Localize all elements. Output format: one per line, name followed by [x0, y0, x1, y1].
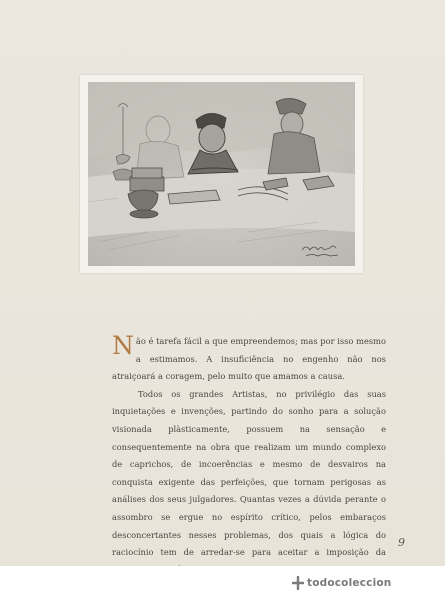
- page-number: 9: [398, 536, 405, 549]
- drop-cap: N: [112, 331, 134, 360]
- illustration-plate: [80, 75, 363, 273]
- body-text: [112, 333, 386, 579]
- todocoleccion-logo-icon: [292, 576, 304, 590]
- watermark-footer: [0, 566, 445, 600]
- pencil-sketch-drawing: [88, 82, 355, 266]
- sketch-illustration: [88, 82, 355, 266]
- paragraph-2: Todos os grandes Artistas, no privilégio das suas inquietações e invenções, partindo do sonho para a solução visionada plàsticamente, possuem na sensação e consequentemente na obra que realizam um mundo complexo de caprichos, de incoerências e mesmo de desvairos na conquista exigente das perfeições, que tornam perigosas as análises dos seus julgadores. Quantas vezes a dúvida perante o assombro se ergue no espírito crítico, pelos embaraços desconcertantes nesses problemas, dos quais a lógica do raciocínio tem de arredar-se para aceitar a imposição da: [112, 388, 386, 558]
- watermark-text: todocoleccion: [307, 577, 392, 589]
- watermark: [292, 574, 391, 592]
- paragraph-1: [112, 333, 386, 386]
- paragraph-1-text: ão é tarefa fácil a que empreendemos; mas por isso mesmo a estimamos. A insuficiência no engenho não nos atraiçoará a coragem, pelo muito que amamos a causa.: [112, 336, 386, 382]
